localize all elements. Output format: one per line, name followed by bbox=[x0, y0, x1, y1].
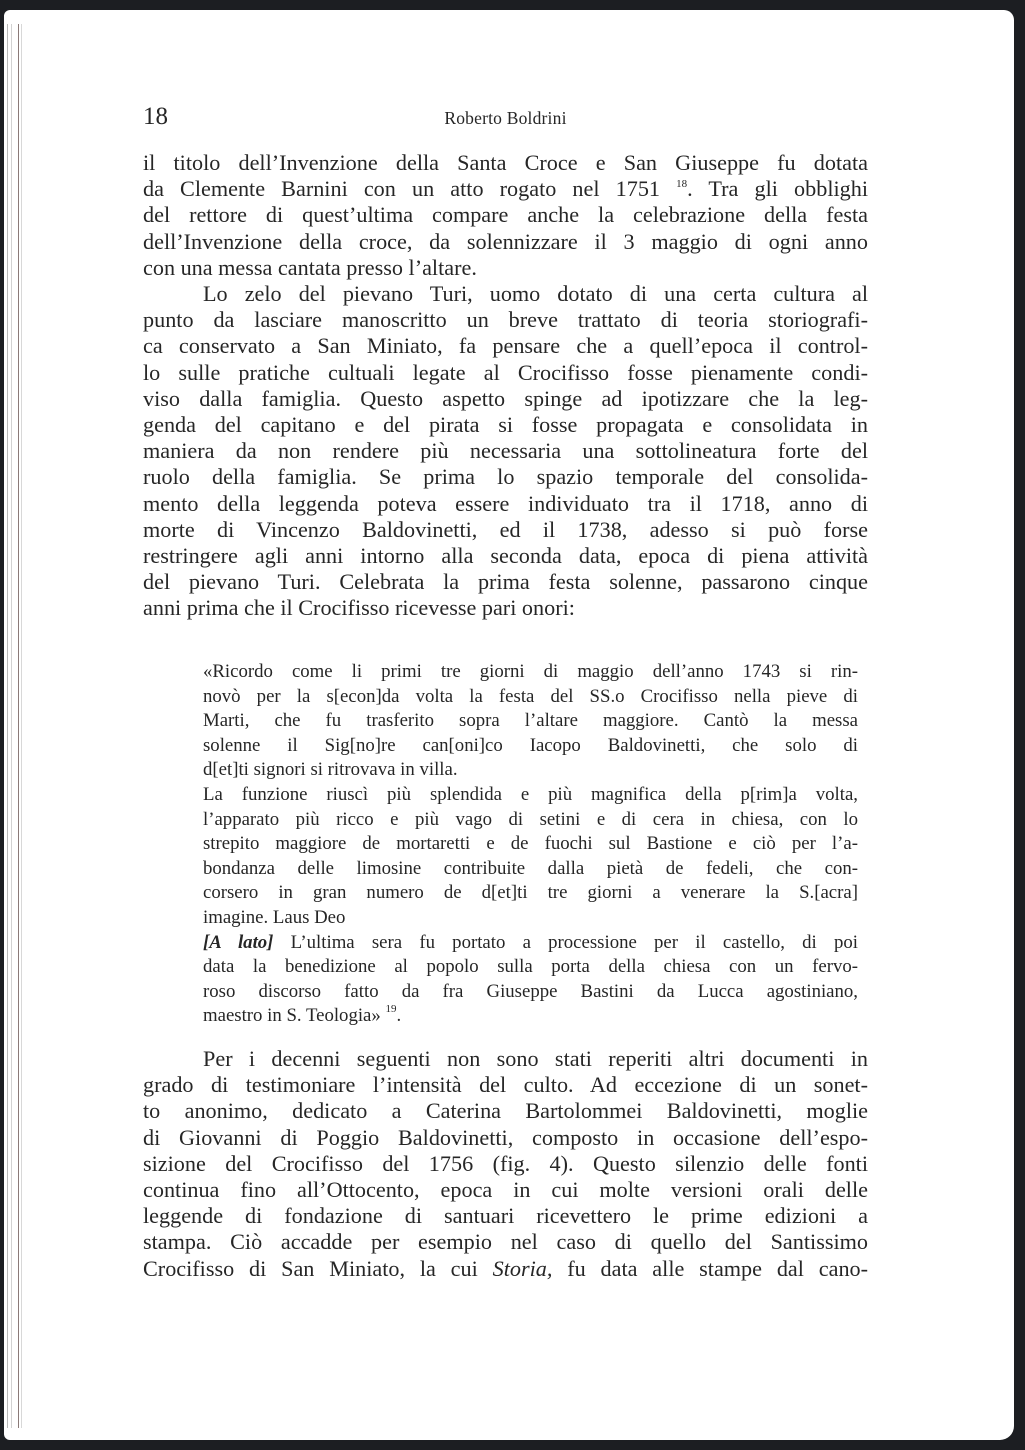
quote-line: corsero in gran numero de d[et]ti tre giorni a venerare la S.[acra] bbox=[203, 882, 858, 904]
page-edge-line bbox=[7, 24, 8, 1428]
text-line: to anonimo, dedicato a Caterina Bartolommei Baldovinetti, moglie bbox=[143, 1098, 868, 1124]
text-line: Per i decenni seguenti non sono stati reperiti altri documenti in bbox=[203, 1046, 868, 1071]
running-head-author: Roberto Boldrini bbox=[444, 108, 567, 128]
text-line: leggende di fondazione di santuari ricevettero le prime edizioni a bbox=[143, 1203, 868, 1229]
quote-line: imagine. Laus Deo bbox=[203, 906, 346, 928]
text-line: viso dalla famiglia. Questo aspetto spinge ad ipotizzare che la leg- bbox=[143, 385, 868, 411]
text-line: del rettore di quest’ultima compare anche la celebrazione della festa bbox=[143, 202, 868, 228]
text-line: genda del capitano e del pirata si fosse propagata e consolidata in bbox=[143, 412, 868, 438]
quote-line: maestro in S. Teologia» $^{19}$. bbox=[203, 1003, 402, 1027]
block-quote bbox=[203, 660, 858, 1029]
text-line: il titolo dell’Invenzione della Santa Croce e San Giuseppe fu dotata bbox=[143, 150, 868, 175]
text-line: sizione del Crocifisso del 1756 (fig. 4). Questo silenzio delle fonti bbox=[143, 1150, 868, 1176]
page-edge-line bbox=[18, 24, 19, 1428]
side-note-label: [A lato] bbox=[203, 931, 274, 953]
text-line: continua fino all’Ottocento, epoca in cui molte versioni orali delle bbox=[143, 1177, 868, 1203]
text-line: anni prima che il Crocifisso ricevesse pari onori: bbox=[143, 595, 575, 621]
text-line: grado di testimoniare l’intensità del culto. Ad eccezione di un sonet- bbox=[143, 1072, 868, 1098]
text-line: restringere agli anni intorno alla seconda data, epoca di piena attività bbox=[143, 543, 868, 569]
text-line: ca conservato a San Miniato, fa pensare che a quell’epoca il control- bbox=[143, 333, 868, 359]
text-line: di Giovanni di Poggio Baldovinetti, composto in occasione dell’espo- bbox=[143, 1124, 868, 1150]
text-line: morte di Vincenzo Baldovinetti, ed il 1738, adesso si può forse bbox=[143, 516, 868, 542]
text-line: lo sulle pratiche cultuali legate al Crocifisso fosse pienamente condi- bbox=[143, 359, 868, 385]
page-edge-line bbox=[21, 24, 22, 1428]
quote-line: «Ricordo come li primi tre giorni di maggio dell’anno 1743 si rin- bbox=[203, 661, 858, 682]
quote-line: bondanza delle limosine contribuite dalla pietà de fedeli, che con- bbox=[203, 857, 858, 879]
quote-line: La funzione riuscì più splendida e più magnifica della p[rim]a volta, bbox=[203, 783, 858, 805]
footnote-ref: 19 bbox=[385, 1003, 397, 1016]
quote-line: d[et]ti signori si ritrovava in villa. bbox=[203, 759, 458, 781]
footnote-ref: 18 bbox=[676, 178, 688, 191]
text-line: ruolo della famiglia. Se prima lo spazio temporale del consolida- bbox=[143, 464, 868, 490]
quote-line: Marti, che fu trasferito sopra l’altare maggiore. Cantò la messa bbox=[203, 710, 858, 732]
text-line: del pievano Turi. Celebrata la prima festa solenne, passarono cinque bbox=[143, 569, 868, 595]
page-header bbox=[143, 102, 868, 138]
text-line: mento della leggenda poteva essere individuato tra il 1718, anno di bbox=[143, 490, 868, 516]
paragraph-3 bbox=[143, 1046, 868, 1282]
text-line: Lo zelo del pievano Turi, uomo dotato di una certa cultura al bbox=[203, 281, 868, 307]
book-title-storia: Storia, bbox=[492, 1255, 553, 1281]
paragraph-1 bbox=[143, 150, 868, 281]
text-line: dell’Invenzione della croce, da solennizzare il 3 maggio di ogni anno bbox=[143, 228, 868, 254]
text-line: maniera da non rendere più necessaria una sottolineatura forte del bbox=[143, 438, 868, 464]
text-line: con una messa cantata presso l’altare. bbox=[143, 254, 477, 280]
quote-line: novò per la s[econ]da volta la festa del SS.o Crocifisso nella pieve di bbox=[203, 685, 858, 707]
main-text-top bbox=[143, 150, 868, 622]
quote-line: data la benedizione al popolo sulla porta della chiesa con un fervo- bbox=[203, 956, 858, 978]
quote-line: [A lato] L’ultima sera fu portato a processione per il castello, di poi bbox=[203, 931, 858, 953]
text-line: stampa. Ciò accadde per esempio nel caso di quello del Santissimo bbox=[143, 1229, 868, 1255]
paragraph-2 bbox=[143, 281, 868, 622]
page-edge-line bbox=[11, 24, 12, 1428]
quote-line: strepito maggiore de mortaretti e de fuochi sul Bastione e ciò per l’a- bbox=[203, 833, 858, 855]
main-text-bottom bbox=[143, 1046, 868, 1282]
quote-line: solenne il Sig[no]re can[oni]co Iacopo Baldovinetti, che solo di bbox=[203, 734, 858, 756]
page-number: 18 bbox=[143, 103, 168, 130]
quote-line: l’apparato più ricco e più vago di setini e di cera in chiesa, con lo bbox=[203, 808, 858, 830]
text-line: Crocifisso di San Miniato, la cui Storia, fu data alle stampe dal cano- bbox=[143, 1255, 869, 1281]
text-line: punto da lasciare manoscritto un breve trattato di teoria storiografi- bbox=[143, 307, 868, 333]
quote-line: roso discorso fatto da fra Giuseppe Bastini da Lucca agostiniano, bbox=[203, 980, 858, 1002]
text-line: da Clemente Barnini con un atto rogato nel 1751 $^{18}$. Tra gli obblighi bbox=[143, 176, 868, 202]
